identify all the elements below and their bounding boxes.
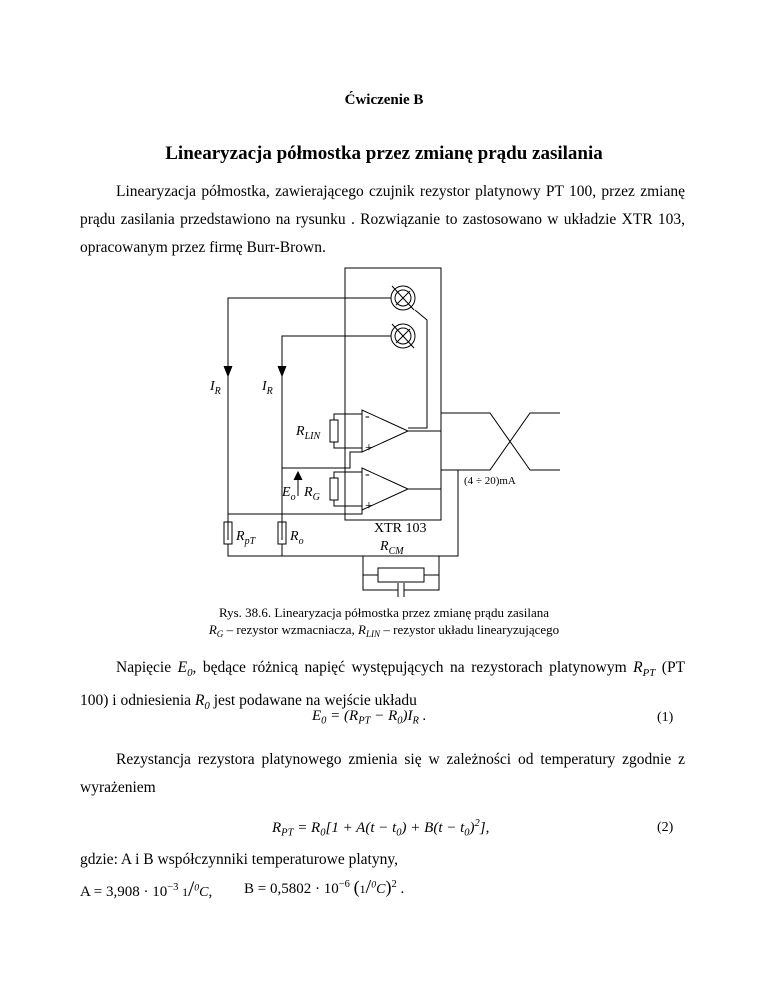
equation-1: $E_0 = (R_{PT} - R_0)I_R$ . [312,708,427,727]
equation-2: $R_{PT} = R_0[1 + A(t - t_0) + B(t - t_0)^2]$, [272,818,490,839]
paragraph-resistance: Rezystancja rezystora platynowego zmienia się w zależności od temperatury zgodnie z wyrażeniem [80,751,685,796]
label-ro: R [290,529,299,544]
coefficient-b: $B = 0,5802 \cdot 10^{-6}$ $(1/^0C)^2$ . [244,876,405,898]
label-ir-left: I [210,379,215,394]
label-rlin: R [296,424,305,439]
opamp1-minus: - [365,409,370,424]
opamp2-minus: - [365,467,370,482]
resistor-rcm [378,568,424,582]
label-eo: E [282,485,291,500]
figure-caption [0,604,768,643]
opamp2-plus: + [365,499,373,514]
caption-line-2: $R_G$ – rezystor wzmacniacza, $R_{LIN}$ – rezystor układu linearyzującego [208,622,560,640]
label-rpt: R [236,529,245,544]
equation-2-number: (2) [657,820,674,835]
label-rg: R [304,485,313,500]
resistor-rg [330,478,338,500]
svg-text:RCM: $R_{CM}$ [380,539,404,557]
exercise-label: Ćwiczenie B [344,92,424,108]
svg-text:RpT: $R_{pT}$ [236,529,256,547]
label-rcm: R [380,539,389,554]
circuit-diagram [0,260,768,600]
equation-1-number: (1) [657,710,674,725]
label-xtr103: XTR 103 [374,521,427,536]
resistor-rlin [330,420,338,442]
label-current-range: (4 ÷ 20)mA [464,475,516,487]
paragraph-coefficients: gdzie: A i B współczynniki temperaturowe platyny, [80,851,398,868]
svg-text:RG: $R_G$ [304,485,320,503]
caption-line-1: Rys. 38.6. Linearyzacja półmostka przez zmianę prądu zasilana [218,605,550,620]
label-ir-right: I [262,379,267,394]
document-title: Linearyzacja półmostka przez zmianę prądu zasilania [165,143,603,164]
svg-text:IR: $I_R$ [262,379,273,397]
svg-text:RLIN: $R_{LIN}$ [296,424,321,442]
opamp1-plus: + [365,441,373,456]
paragraph-voltage: Napięcie $E_0$, będące różnicą napięć występujących na rezystorach platynowym $R_{PT}$ (PT 100) i odniesienia $R_0$ jest podawane na wejście układu [80,659,686,712]
intro-paragraph: Linearyzacja półmostka, zawierającego czujnik rezystor platynowy PT 100, przez zmianę prądu zasilania przedstawiono na rysunku . Rozwiązanie to zastosowano w układzie XTR 103, opracowanym przez firmę Burr-Brown. [80,183,685,256]
coefficient-a: $A = 3,908 \cdot 10^{-3}$ 1/$^0$C, [80,876,213,901]
svg-text:Ro: $R_o$ [290,529,304,547]
svg-text:IR: $I_R$ [210,379,221,397]
svg-text:Eo: $E_o$ [282,485,296,503]
